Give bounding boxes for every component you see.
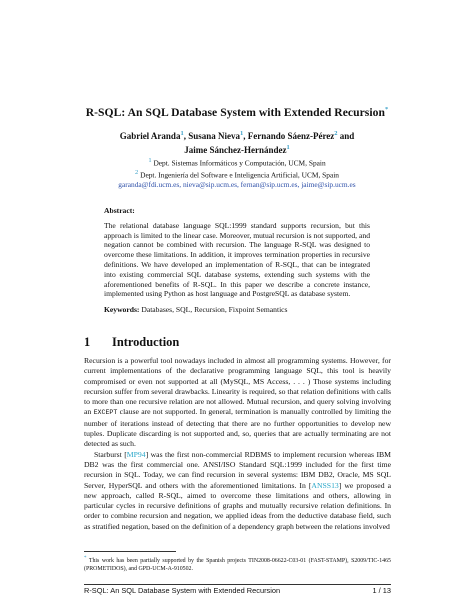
author-name: Susana Nieva — [188, 131, 240, 141]
paragraph: Starburst [MP94] was the first non-commercial RDBMS to implement recursion whereas IBM DB2 was the first commercial one. ANSI/ISO Standard SQL:1999 included for the first time recursion in SQL. Today, we can find recursion in several systems: IBM DB2, Oracle, MS SQL Server, HyperSQL and others with the aforementioned limitations. In [ANSS13] we proposed a new approach, called R-SQL, aimed to overcome these limitations and others, allowing in particular cycles in recursive definitions of graphs and mutually recursive relation definitions. In order to combine recursion and negation, we applied ideas from the deductive database field, such as stratified negation, based on the definition of a dependency graph between the relations involved — [84, 449, 392, 531]
affiliation-mark[interactable]: 1 — [180, 130, 184, 137]
affiliation-mark[interactable]: 1 — [286, 144, 290, 151]
paper-title: R-SQL: An SQL Database System with Extended Recursion* — [85, 106, 389, 119]
footnote-text: This work has been partially supported by the Spanish projects TIN2008-06622-C03-01 (FAST-STAMP), S2009/TIC-1465 (PROMETIDOS), and GPD-UCM-A-910502. — [84, 557, 391, 572]
citation-link[interactable]: MP94 — [126, 449, 146, 459]
abstract — [104, 206, 370, 315]
author-line-1: Gabriel Aranda$^1$, Susana Nieva$^1$, Fernando Sáenz-Pérez$^2$ and — [119, 130, 355, 141]
footer-divider — [84, 584, 391, 585]
section-body — [84, 356, 391, 532]
author-name: Gabriel Aranda — [119, 131, 181, 141]
section-title: Introduction — [112, 335, 180, 349]
author-conjunction: and — [339, 131, 355, 141]
page-number: 1 / 13 — [372, 586, 391, 595]
code-keyword: EXCEPT — [93, 409, 118, 417]
keywords — [104, 305, 370, 315]
citation-link[interactable]: ANSS13 — [311, 480, 339, 490]
affiliation-mark[interactable]: 1 — [239, 130, 244, 137]
keywords-text: Databases, SQL, Recursion, Fixpoint Semantics — [141, 305, 288, 315]
affiliation-2: $^2$ Dept. Ingeniería del Software e Inteligencia Artificial, UCM, Spain — [135, 169, 339, 180]
abstract-text: The relational database language SQL:1999 standard supports recursion, but this approach is limited to the linear case. Moreover, mutual recursion is not supported, and negation cannot be combined with recursion. The language R-SQL was designed to overcome these limitations. In addition, it improves termination properties in recursive definitions. We have developed an implementation of R-SQL, that can be integrated into existing commercial SQL database systems, extending such systems with the aforementioned benefits of R-SQL. In this paper we describe a concrete instance, implemented using Python as host language and PostgreSQL as database system. — [104, 220, 370, 299]
author-line-2 — [40, 142, 434, 156]
title-footnote-mark[interactable]: * — [384, 106, 389, 114]
affiliation-1: $^1$ Dept. Sistemas Informáticos y Computación, UCM, Spain — [148, 157, 326, 168]
footnote — [84, 555, 391, 573]
running-title: R-SQL: An SQL Database System with Extended Recursion — [84, 586, 281, 595]
section-heading — [84, 335, 179, 350]
footnote-divider — [84, 551, 176, 552]
author-emails[interactable]: garanda@fdi.ucm.es, nieva@sip.ucm.es, fernan@sip.ucm.es, jaime@sip.ucm.es — [118, 180, 356, 190]
author-list — [40, 128, 434, 156]
author-name: Fernando Sáenz-Pérez — [247, 131, 335, 141]
section-number: 1 — [84, 335, 91, 349]
author-name: Jaime Sánchez-Hernández — [184, 145, 287, 155]
abstract-heading: Abstract: — [104, 206, 135, 215]
paragraph: Recursion is a powerful tool nowadays included in almost all programming systems. However, for current implementations of the declarative programming language SQL, this tool is heavily compromised or even not supported at all (MySQL, MS Access, . . . ) Those systems including recursion suffer from several drawbacks. Linearity is required, so that relation definitions with calls to more than one recursive relation are not allowed. Mutual recursion, and query solving involving an EXCEPT clause are not supported. In general, termination is manually controlled by limiting the number of iterations instead of detecting that there are no further opportunities to develop new tuples. Duplicate discarding is not supported and, so, queries that are actually terminating are not detected as such. — [84, 356, 391, 449]
affiliation-mark[interactable]: 2 — [334, 130, 338, 137]
footnote-mark: * — [84, 556, 87, 561]
keywords-label: Keywords: — [104, 305, 140, 315]
affiliations — [40, 156, 434, 190]
